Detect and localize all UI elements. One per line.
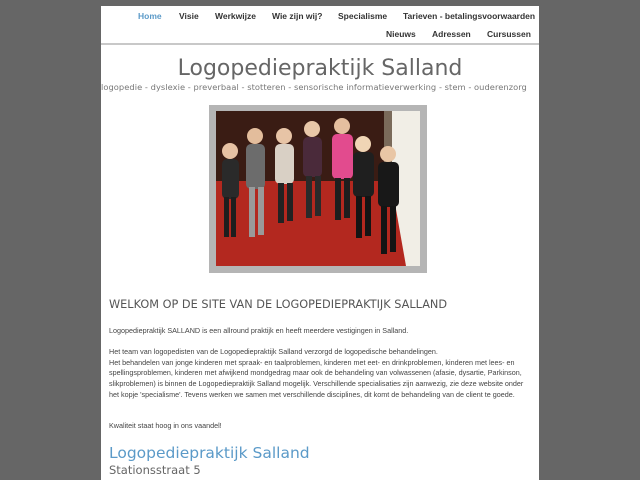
team-paragraph-body: Het behandelen van jonge kinderen met spraak- en taalproblemen, kinderen met eet- en drinkproblemen, kinderen met lees- en spellingsproblemen, kinderen met afwijkend mondgedrag maar ook de behandeling van volwassenen (afasie, dysartie, Parkinson, slikproblemen) is binnen de Logopediepraktijk Salland mogelijk. Verschillende specialisaties zijn aanwezig, zie deze website onder het kopje 'specialisme'. Tevens werken we samen met verschillende disciplines, dit komt de behandeling van de client te goede. bbox=[109, 357, 524, 399]
nav-cursussen[interactable]: Cursussen bbox=[487, 29, 531, 39]
team-photo-frame bbox=[209, 105, 427, 273]
contact-street: Stationsstraat 5 bbox=[109, 463, 201, 477]
site-title[interactable]: Logopediepraktijk Salland bbox=[177, 56, 463, 81]
team-paragraph-line1: Het team van logopedisten van de Logopediepraktijk Salland verzorgd de logopedische behandelingen. bbox=[109, 347, 438, 356]
team-photo-illustration bbox=[216, 111, 420, 266]
nav-tarieven[interactable]: Tarieven - betalingsvoorwaarden bbox=[403, 11, 536, 21]
nav-home[interactable]: Home bbox=[138, 11, 162, 21]
nav-werkwijze[interactable]: Werkwijze bbox=[215, 11, 256, 21]
nav-divider bbox=[101, 43, 539, 45]
quality-paragraph: Kwaliteit staat hoog in ons vaandel! bbox=[109, 421, 222, 430]
page-container bbox=[101, 6, 539, 480]
intro-paragraph: Logopediepraktijk SALLAND is een allround praktijk en heeft meerdere vestigingen in Salland. bbox=[109, 326, 409, 335]
nav-specialisme[interactable]: Specialisme bbox=[338, 11, 388, 21]
team-paragraph bbox=[109, 347, 535, 401]
site-tagline: logopedie - dyslexie - preverbaal - stotteren - sensorische informatieverwerking - stem - ouderenzorg bbox=[101, 82, 527, 92]
nav-visie[interactable]: Visie bbox=[179, 11, 199, 21]
contact-name: Logopediepraktijk Salland bbox=[109, 444, 310, 462]
nav-nieuws[interactable]: Nieuws bbox=[386, 29, 416, 39]
nav-adressen[interactable]: Adressen bbox=[432, 29, 471, 39]
welcome-heading: WELKOM OP DE SITE VAN DE LOGOPEDIEPRAKTIJK SALLAND bbox=[109, 298, 448, 311]
team-photo bbox=[216, 111, 420, 266]
nav-wie-zijn-wij[interactable]: Wie zijn wij? bbox=[272, 11, 323, 21]
main-navigation bbox=[101, 6, 539, 44]
